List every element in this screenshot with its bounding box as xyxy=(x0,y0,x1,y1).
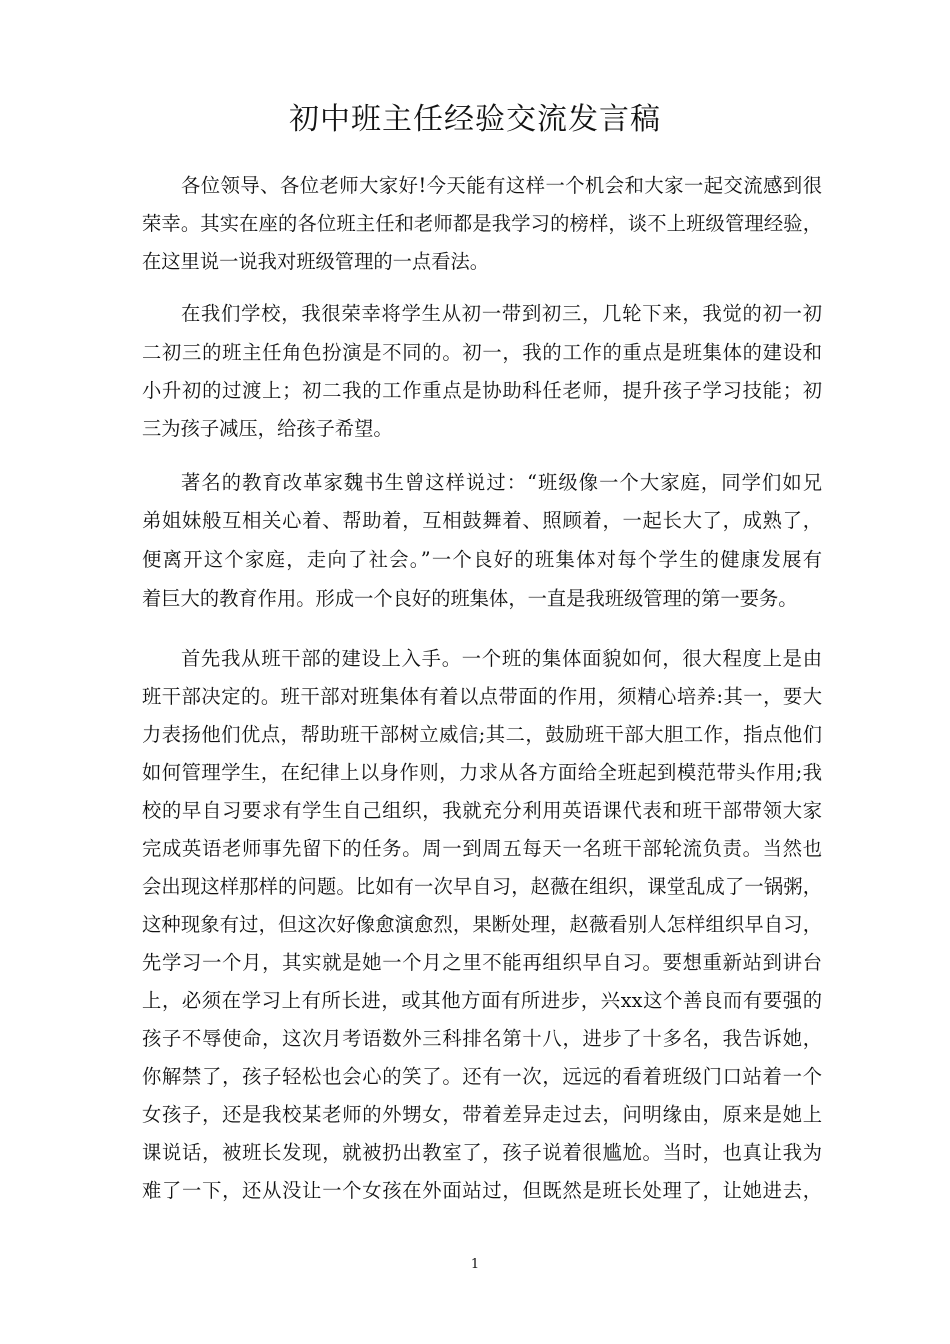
text-line: 如何管理学生，在纪律上以身作则，力求从各方面给全班起到模范带头作用;我 xyxy=(142,761,822,784)
text-line: 在我们学校，我很荣幸将学生从初一带到初三，几轮下来，我觉的初一初 xyxy=(181,302,822,325)
text-line: 完成英语老师事先留下的任务。周一到周五每天一名班干部轮流负责。当然也 xyxy=(142,837,822,860)
text-line: 首先我从班干部的建设上入手。一个班的集体面貌如何，很大程度上是由 xyxy=(181,647,822,670)
text-line: 便离开这个家庭，走向了社会。”一个良好的班集体对每个学生的健康发展有 xyxy=(142,548,822,571)
page-number: 1 xyxy=(470,1257,480,1272)
text-line: 女孩子，还是我校某老师的外甥女，带着差异走过去，问明缘由，原来是她上 xyxy=(142,1103,822,1126)
text-line: 先学习一个月，其实就是她一个月之里不能再组织早自习。要想重新站到讲台 xyxy=(142,951,822,974)
text-line: 班干部决定的。班干部对班集体有着以点带面的作用，须精心培养:其一，要大 xyxy=(142,685,822,708)
text-line: 会出现这样那样的问题。比如有一次早自习，赵薇在组织，课堂乱成了一锅粥， xyxy=(142,875,822,898)
document-title: 初中班主任经验交流发言稿 xyxy=(289,102,661,137)
text-line: 你解禁了，孩子轻松也会心的笑了。还有一次，远远的看着班级门口站着一个 xyxy=(142,1065,822,1088)
text-line: 校的早自习要求有学生自己组织，我就充分利用英语课代表和班干部带领大家 xyxy=(142,799,822,822)
text-line: 三为孩子减压，给孩子希望。 xyxy=(142,417,393,440)
text-line: 二初三的班主任角色扮演是不同的。初一，我的工作的重点是班集体的建设和 xyxy=(142,341,822,364)
text-line: 孩子不辱使命，这次月考语数外三科排名第十八，进步了十多名，我告诉她， xyxy=(142,1027,822,1050)
text-line: 在这里说一说我对班级管理的一点看法。 xyxy=(142,250,490,273)
text-line: 弟姐妹般互相关心着、帮助着，互相鼓舞着、照顾着，一起长大了，成熟了， xyxy=(142,509,822,532)
text-line: 着巨大的教育作用。形成一个良好的班集体，一直是我班级管理的第一要务。 xyxy=(142,587,798,610)
text-line: 力表扬他们优点，帮助班干部树立威信;其二，鼓励班干部大胆工作，指点他们 xyxy=(142,723,822,746)
text-line: 荣幸。其实在座的各位班主任和老师都是我学习的榜样，谈不上班级管理经验， xyxy=(142,212,822,235)
text-line: 难了一下，还从没让一个女孩在外面站过，但既然是班长处理了，让她进去， xyxy=(142,1179,822,1202)
text-line: 著名的教育改革家魏书生曾这样说过：“班级像一个大家庭，同学们如兄 xyxy=(181,471,822,494)
text-line: 上，必须在学习上有所长进，或其他方面有所进步，兴xx这个善良而有要强的 xyxy=(142,989,822,1012)
text-line: 小升初的过渡上；初二我的工作重点是协助科任老师，提升孩子学习技能；初 xyxy=(142,379,822,402)
text-line: 这种现象有过，但这次好像愈演愈烈，果断处理，赵薇看别人怎样组织早自习， xyxy=(142,913,822,936)
text-line: 各位领导、各位老师大家好!今天能有这样一个机会和大家一起交流感到很 xyxy=(181,174,822,197)
text-line: 课说话，被班长发现，就被扔出教室了，孩子说着很尴尬。当时，也真让我为 xyxy=(142,1141,822,1164)
